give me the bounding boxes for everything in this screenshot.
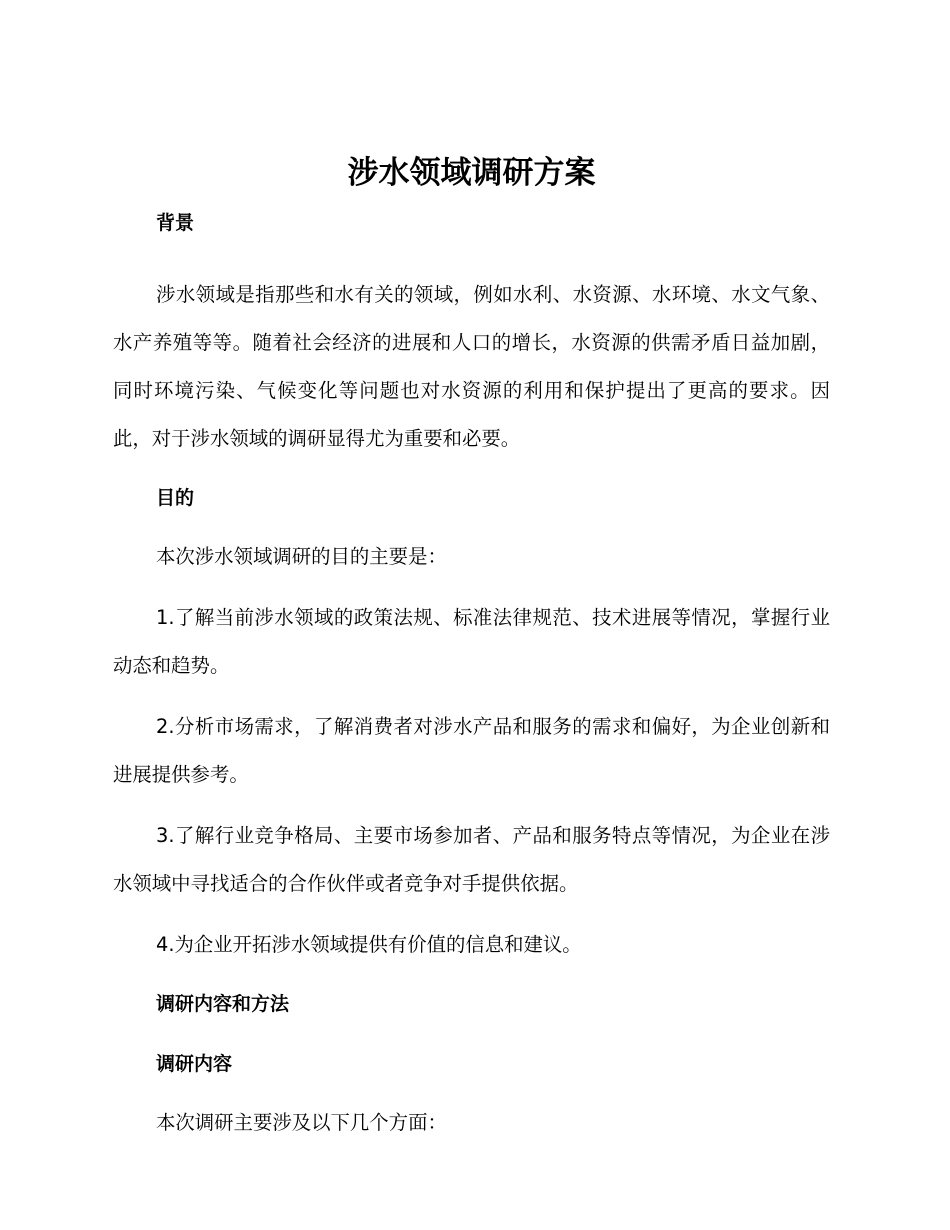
document-page <box>113 148 830 1147</box>
paragraph-purpose-item-2: 2.分析市场需求，了解消费者对涉水产品和服务的需求和偏好，为企业创新和进展提供参考。 <box>113 715 830 786</box>
paragraph-purpose-item-1: 1.了解当前涉水领域的政策法规、标准法律规范、技术进展等情况，掌握行业动态和趋势。 <box>113 606 830 677</box>
section-heading-background: 背景 <box>156 212 195 234</box>
section-heading-purpose: 目的 <box>156 487 195 509</box>
paragraph-purpose-item-4: 4.为企业开拓涉水领域提供有价值的信息和建议。 <box>156 933 582 956</box>
paragraph-background: 涉水领域是指那些和水有关的领域，例如水利、水资源、水环境、水文气象、水产养殖等等。随着社会经济的进展和人口的增长，水资源的供需矛盾日益加剧，同时环境污染、气候变化等问题也对水资源的利用和保护提出了更高的要求。因此，对于涉水领域的调研显得尤为重要和必要。 <box>113 283 830 450</box>
document-title: 涉水领域调研方案 <box>347 155 596 191</box>
section-heading-content: 调研内容 <box>156 1053 233 1075</box>
paragraph-purpose-item-3: 3.了解行业竞争格局、主要市场参加者、产品和服务特点等情况，为企业在涉水领域中寻找适合的合作伙伴或者竞争对手提供依据。 <box>113 824 830 895</box>
paragraph-content-intro: 本次调研主要涉及以下几个方面： <box>156 1111 447 1134</box>
paragraph-purpose-intro: 本次涉水领域调研的目的主要是： <box>156 545 447 568</box>
section-heading-content-method: 调研内容和方法 <box>156 993 290 1015</box>
